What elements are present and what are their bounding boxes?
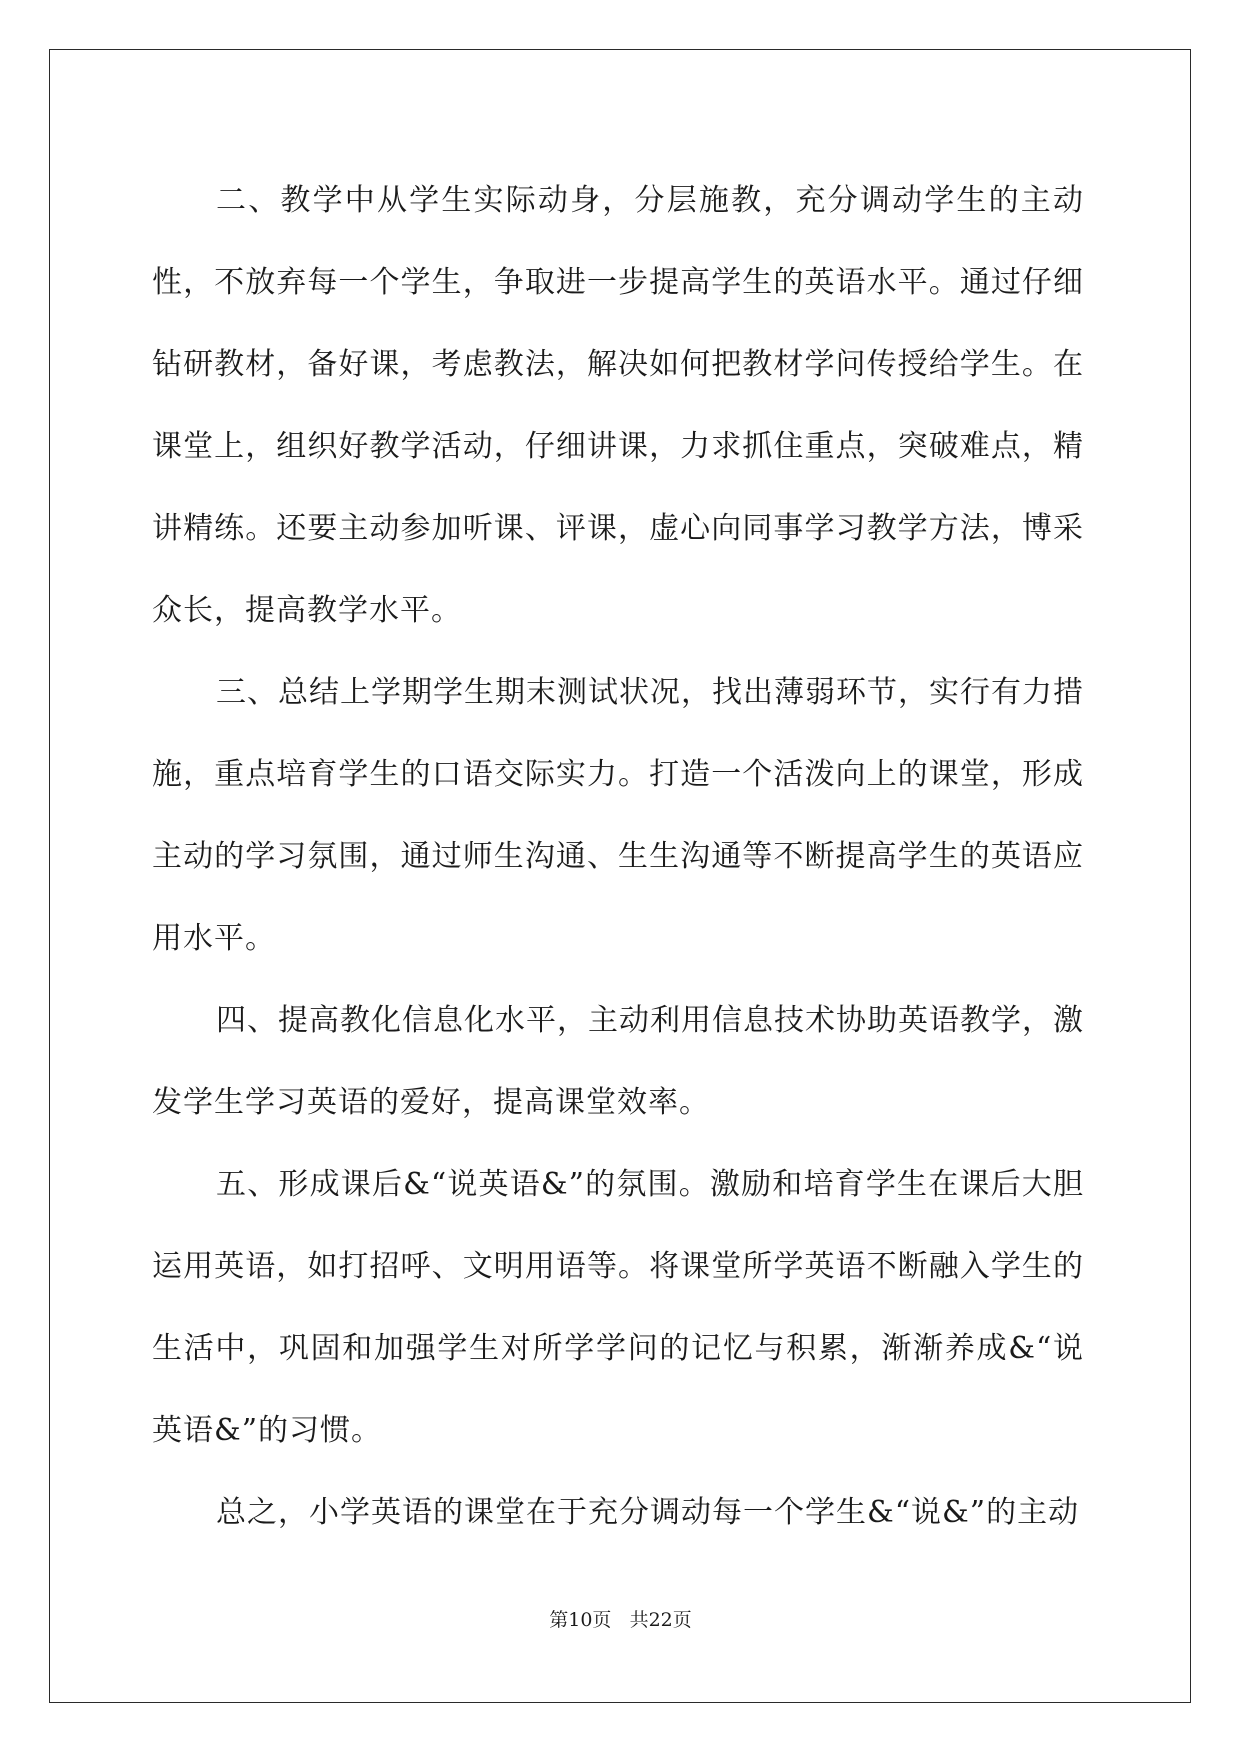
paragraph-4: 四、提高教化信息化水平，主动利用信息技术协助英语教学，激发学生学习英语的爱好，提高课堂效率。 bbox=[152, 1003, 1084, 1120]
document-body bbox=[152, 160, 1084, 1554]
paragraph-2: 二、教学中从学生实际动身，分层施教，充分调动学生的主动性，不放弃每一个学生，争取进一步提高学生的英语水平。通过仔细钻研教材，备好课，考虑教法，解决如何把教材学问传授给学生。在课堂上，组织好教学活动，仔细讲课，力求抓住重点，突破难点，精讲精练。还要主动参加听课、评课，虚心向同事学习教学方法，博采众长，提高教学水平。 bbox=[152, 183, 1084, 628]
page-total: 共22页 bbox=[629, 1609, 692, 1631]
page-number: 第10页 bbox=[549, 1609, 612, 1631]
paragraph-summary: 总之，小学英语的课堂在于充分调动每一个学生&“说&”的主动 bbox=[216, 1495, 1080, 1530]
paragraph-3: 三、总结上学期学生期末测试状况，找出薄弱环节，实行有力措施，重点培育学生的口语交际实力。打造一个活泼向上的课堂，形成主动的学习氛围，通过师生沟通、生生沟通等不断提高学生的英语应用水平。 bbox=[152, 675, 1084, 956]
page-footer bbox=[0, 1605, 1241, 1632]
paragraph-5: 五、形成课后&“说英语&”的氛围。激励和培育学生在课后大胆运用英语，如打招呼、文明用语等。将课堂所学英语不断融入学生的生活中，巩固和加强学生对所学学问的记忆与积累，渐渐养成&“说英语&”的习惯。 bbox=[152, 1167, 1084, 1448]
